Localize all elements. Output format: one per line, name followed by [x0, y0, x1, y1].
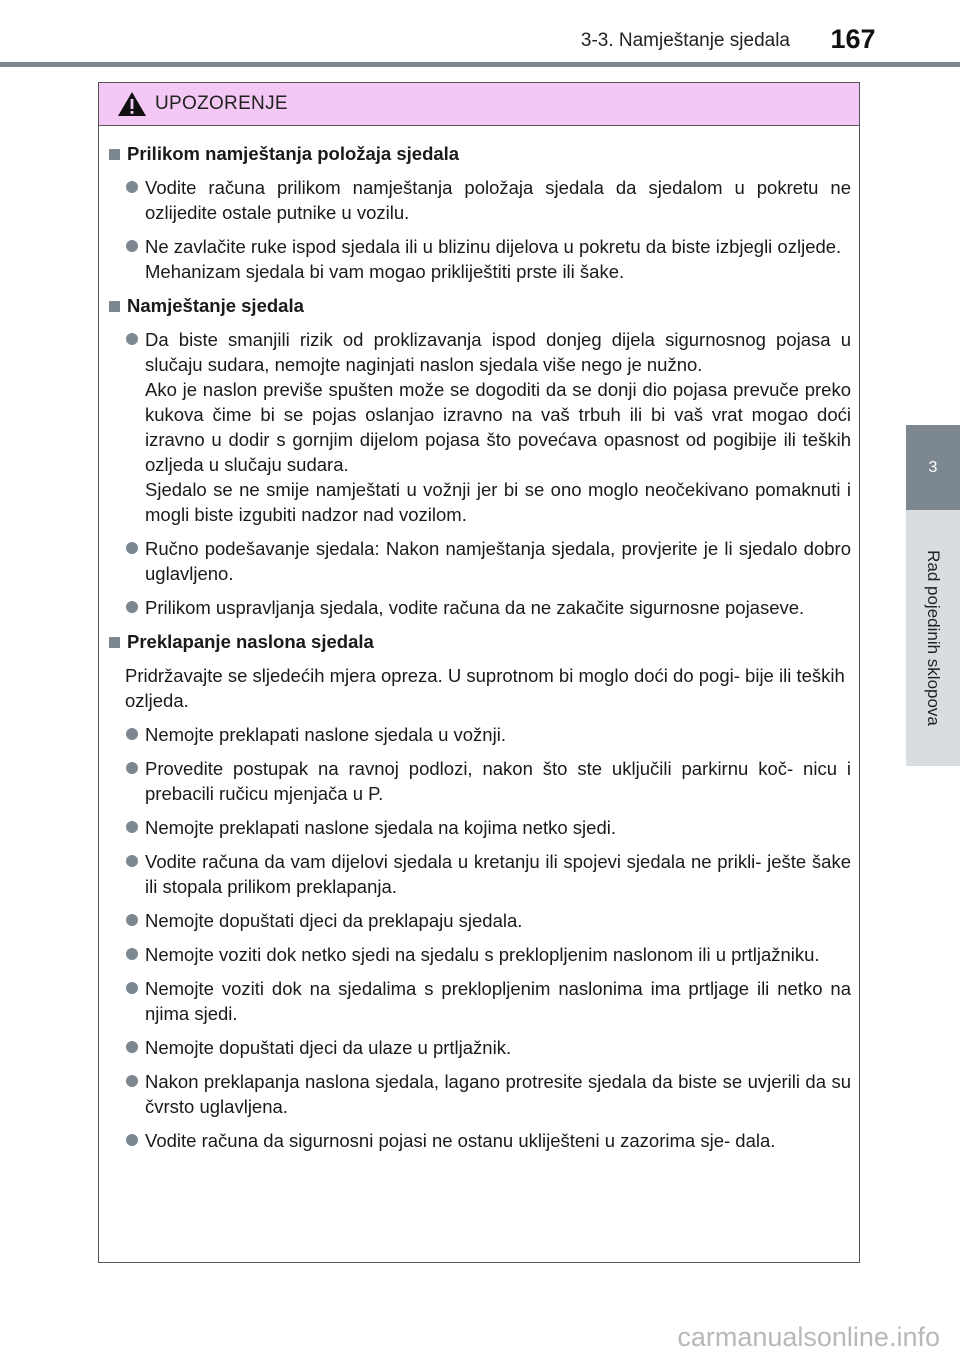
item-paragraph: Nemojte voziti dok netko sjedi na sjedalu s preklopljenim naslonom ili u prtljažniku. — [145, 944, 820, 965]
warning-body — [99, 126, 859, 1153]
list-item — [107, 1069, 851, 1119]
section-heading-text: Prilikom namještanja položaja sjedala — [127, 143, 460, 164]
chapter-tab — [906, 425, 960, 510]
section-heading — [107, 629, 851, 655]
list-item — [107, 536, 851, 586]
list-item — [107, 327, 851, 527]
warning-box — [98, 82, 860, 1263]
round-bullet-icon — [126, 728, 138, 740]
round-bullet-icon — [126, 181, 138, 193]
square-bullet-icon — [109, 301, 120, 312]
section-heading-text: Preklapanje naslona sjedala — [127, 631, 374, 652]
item-paragraph: Vodite računa da sigurnosni pojasi ne ostanu ukliješteni u zazorima sje- dala. — [145, 1130, 776, 1151]
round-bullet-icon — [126, 333, 138, 345]
list-item — [107, 722, 851, 747]
item-paragraph: Nemojte voziti dok na sjedalima s preklopljenim naslonima ima prtljage ili netko na njima sjedi. — [145, 978, 851, 1024]
round-bullet-icon — [126, 601, 138, 613]
warning-triangle-icon — [117, 91, 147, 117]
item-paragraph: Nemojte preklapati naslone sjedala na kojima netko sjedi. — [145, 817, 616, 838]
item-paragraph: Nemojte preklapati naslone sjedala u vožnji. — [145, 724, 506, 745]
round-bullet-icon — [126, 948, 138, 960]
round-bullet-icon — [126, 542, 138, 554]
section-title: 3-3. Namještanje sjedala — [580, 30, 790, 51]
item-paragraph: Ne zavlačite ruke ispod sjedala ili u blizinu dijelova u pokretu da biste izbjegli ozljede. — [145, 236, 842, 257]
square-bullet-icon — [109, 637, 120, 648]
item-paragraph: Provedite postupak na ravnoj podlozi, nakon što ste uključili parkirnu koč- nicu i prebacili ručicu mjenjača u P. — [145, 758, 851, 804]
section-intro: Pridržavajte se sljedećih mjera opreza. U suprotnom bi moglo doći do pogi- bije ili teških ozljeda. — [125, 665, 845, 711]
list-item — [107, 756, 851, 806]
warning-title: UPOZORENJE — [155, 93, 288, 114]
list-item — [107, 175, 851, 225]
item-paragraph: Sjedalo se ne smije namještati u vožnji jer bi se ono moglo neočekivano pomaknuti i mogli biste izgubiti nadzor nad vozilom. — [145, 479, 851, 525]
round-bullet-icon — [126, 1134, 138, 1146]
item-paragraph: Mehanizam sjedala bi vam mogao prikliještiti prste ili šake. — [145, 261, 625, 282]
list-item — [107, 976, 851, 1026]
round-bullet-icon — [126, 982, 138, 994]
section-heading — [107, 293, 851, 319]
list-item — [107, 908, 851, 933]
chapter-label — [906, 510, 960, 766]
item-paragraph: Nemojte dopuštati djeci da ulaze u prtljažnik. — [145, 1037, 512, 1058]
section-heading-text: Namještanje sjedala — [127, 295, 304, 316]
list-item — [107, 1128, 851, 1153]
round-bullet-icon — [126, 240, 138, 252]
round-bullet-icon — [126, 1041, 138, 1053]
round-bullet-icon — [126, 762, 138, 774]
section-heading — [107, 141, 851, 167]
item-paragraph: Vodite računa prilikom namještanja položaja sjedala da sjedalom u pokretu ne ozlijedite ostale putnike u vozilu. — [145, 177, 851, 223]
round-bullet-icon — [126, 821, 138, 833]
item-paragraph: Vodite računa da vam dijelovi sjedala u kretanju ili spojevi sjedala ne prikli- ješte šake ili stopala prilikom preklapanja. — [145, 851, 851, 897]
list-item — [107, 234, 851, 284]
item-paragraph: Da biste smanjili rizik od proklizavanja ispod donjeg dijela sigurnosnog pojasa u slučaju sudara, nemojte naginjati naslon sjedala više nego je nužno. — [145, 329, 851, 375]
list-item — [107, 849, 851, 899]
watermark: carmanualsonline.info — [677, 1322, 940, 1352]
page-number: 167 — [830, 24, 876, 54]
square-bullet-icon — [109, 149, 120, 160]
item-paragraph: Ako je naslon previše spušten može se dogoditi da se donji dio pojasa prevuče preko kukova čime bi se pojas oslanjao izravno na vaš trbuh ili bi vaš vrat mogao doći izravno u dodir s gornjim dijelom pojasa što povećava opasnost od pogibije ili teških ozljeda u slučaju sudara. — [145, 379, 851, 475]
round-bullet-icon — [126, 855, 138, 867]
list-item — [107, 595, 851, 620]
item-paragraph: Nakon preklapanja naslona sjedala, lagano protresite sjedala da biste se uvjerili da su čvrsto uglavljena. — [145, 1071, 851, 1117]
warning-header — [99, 83, 859, 126]
chapter-title: Rad pojedinih sklopova — [924, 550, 943, 726]
item-paragraph: Prilikom uspravljanja sjedala, vodite računa da ne zakačite sigurnosne pojaseve. — [145, 597, 805, 618]
list-item — [107, 815, 851, 840]
header-rule — [0, 62, 960, 67]
item-paragraph: Nemojte dopuštati djeci da preklapaju sjedala. — [145, 910, 523, 931]
list-item — [107, 942, 851, 967]
round-bullet-icon — [126, 1075, 138, 1087]
list-item — [107, 1035, 851, 1060]
item-paragraph: Ručno podešavanje sjedala: Nakon namještanja sjedala, provjerite je li sjedalo dobro uglavljeno. — [145, 538, 851, 584]
chapter-number: 3 — [928, 458, 938, 476]
round-bullet-icon — [126, 914, 138, 926]
